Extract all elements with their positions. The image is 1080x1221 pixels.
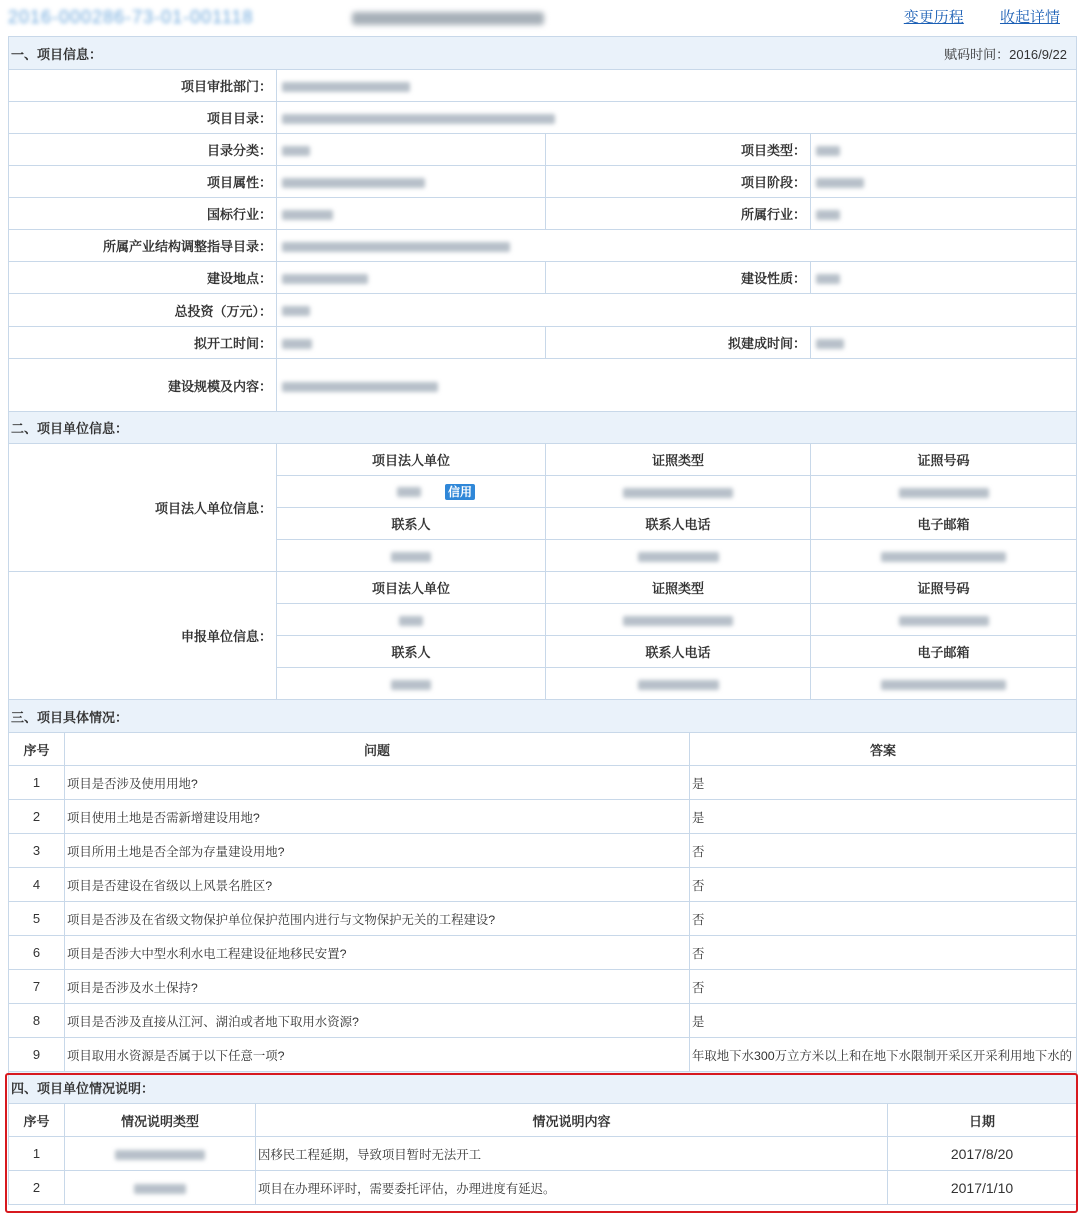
field-value	[811, 262, 1077, 294]
redacted-value	[282, 82, 410, 92]
field-label: 项目类型：	[546, 134, 811, 166]
answer: 否	[690, 936, 1077, 970]
question: 项目是否涉及水土保持?	[65, 970, 690, 1004]
redacted-value	[282, 242, 510, 252]
answer: 是	[690, 766, 1077, 800]
redacted-value	[899, 616, 989, 626]
row-number: 6	[9, 936, 65, 970]
redacted-value	[816, 210, 840, 220]
table-row	[9, 970, 1077, 1004]
field-value	[277, 327, 546, 359]
field-value	[277, 166, 546, 198]
answer: 年取地下水300万立方米以上和在地下水限制开采区开采利用地下水的	[690, 1038, 1077, 1072]
question: 项目是否建设在省级以上风景名胜区?	[65, 868, 690, 902]
question: 项目是否涉及直接从江河、湖泊或者地下取用水资源?	[65, 1004, 690, 1038]
field-value	[277, 294, 1077, 327]
field-value	[277, 359, 1077, 413]
column-header: 情况说明类型	[65, 1104, 256, 1137]
question: 项目是否涉及在省级文物保护单位保护范围内进行与文物保护无关的工程建设?	[65, 902, 690, 936]
section-header: 二、项目单位信息：	[9, 412, 1077, 444]
assign-time-value: 2016/9/22	[1009, 46, 1067, 62]
column-header: 情况说明内容	[256, 1104, 888, 1137]
unit-situation-table	[8, 1071, 1077, 1205]
column-header: 项目法人单位	[277, 572, 546, 604]
table-row	[9, 1038, 1077, 1072]
contact-email	[811, 668, 1077, 700]
table-row	[9, 1004, 1077, 1038]
redacted-value	[282, 210, 333, 220]
redacted-value	[623, 616, 733, 626]
field-label: 总投资（万元）：	[9, 294, 277, 327]
column-header: 项目法人单位	[277, 444, 546, 476]
column-header: 联系人	[277, 636, 546, 668]
section-header-row	[9, 412, 1077, 444]
column-header: 问题	[65, 733, 690, 766]
change-history-link[interactable]: 变更历程	[903, 9, 964, 26]
column-header: 答案	[690, 733, 1077, 766]
field-label: 项目属性：	[9, 166, 277, 198]
applicant-header-row	[9, 572, 1077, 604]
project-name-redacted	[352, 12, 544, 25]
contact-email	[811, 540, 1077, 572]
redacted-value	[881, 680, 1006, 690]
redacted-value	[282, 339, 312, 349]
situation-date: 2017/8/20	[888, 1137, 1077, 1171]
column-header: 电子邮箱	[811, 508, 1077, 540]
section-header-row	[9, 37, 1077, 70]
table-row	[9, 766, 1077, 800]
redacted-value	[816, 339, 844, 349]
field-label: 项目阶段：	[546, 166, 811, 198]
redacted-value	[391, 552, 431, 562]
legal-entity-label: 项目法人单位信息：	[9, 444, 277, 572]
column-header: 联系人	[277, 508, 546, 540]
redacted-value	[282, 274, 368, 284]
applicant-label: 申报单位信息：	[9, 572, 277, 700]
situation-type	[65, 1137, 256, 1171]
column-header: 序号	[9, 1104, 65, 1137]
license-type	[546, 604, 811, 636]
field-label: 建设规模及内容：	[9, 359, 277, 413]
question: 项目取用水资源是否属于以下任意一项?	[65, 1038, 690, 1072]
question: 项目所用土地是否全部为存量建设用地?	[65, 834, 690, 868]
redacted-value	[115, 1150, 205, 1160]
redacted-value	[623, 488, 733, 498]
header-links	[904, 8, 1060, 28]
field-row	[9, 262, 1077, 294]
applicant-name	[277, 604, 546, 636]
column-header: 证照类型	[546, 444, 811, 476]
table-row	[9, 834, 1077, 868]
field-value	[277, 198, 546, 230]
column-header: 证照号码	[811, 572, 1077, 604]
redacted-value	[282, 146, 310, 156]
redacted-value	[391, 680, 431, 690]
field-value	[277, 134, 546, 166]
field-value	[811, 166, 1077, 198]
field-label: 建设性质：	[546, 262, 811, 294]
table-header-row	[9, 733, 1077, 766]
answer: 是	[690, 800, 1077, 834]
field-label: 拟建成时间：	[546, 327, 811, 359]
section-header-inner	[11, 44, 1076, 63]
field-value	[811, 198, 1077, 230]
answer: 否	[690, 834, 1077, 868]
redacted-value	[397, 487, 421, 497]
legal-entity-header-row	[9, 444, 1077, 476]
column-header: 电子邮箱	[811, 636, 1077, 668]
page-header	[0, 0, 1080, 36]
field-row	[9, 294, 1077, 327]
field-row	[9, 359, 1077, 413]
contact-person	[277, 668, 546, 700]
license-number	[811, 604, 1077, 636]
answer: 否	[690, 970, 1077, 1004]
answer: 否	[690, 902, 1077, 936]
project-code: 2016-000286-73-01-001118	[8, 7, 254, 27]
field-label: 所属行业：	[546, 198, 811, 230]
field-row	[9, 327, 1077, 359]
section-header: 三、项目具体情况：	[9, 700, 1077, 733]
field-label: 项目审批部门：	[9, 70, 277, 102]
section-header-row	[9, 1072, 1077, 1104]
situation-content: 因移民工程延期，导致项目暂时无法开工	[256, 1137, 888, 1171]
column-header: 联系人电话	[546, 508, 811, 540]
field-row	[9, 134, 1077, 166]
field-label: 所属产业结构调整指导目录：	[9, 230, 277, 262]
row-number: 9	[9, 1038, 65, 1072]
redacted-value	[881, 552, 1006, 562]
specific-situation-table	[8, 699, 1077, 1072]
field-row	[9, 230, 1077, 262]
unit-info-table	[8, 411, 1077, 700]
assign-time	[944, 44, 1076, 63]
row-number: 8	[9, 1004, 65, 1038]
field-label: 项目目录：	[9, 102, 277, 134]
license-type	[546, 476, 811, 508]
field-label: 国标行业：	[9, 198, 277, 230]
table-row	[9, 936, 1077, 970]
field-row	[9, 166, 1077, 198]
table-row	[9, 1137, 1077, 1171]
field-value	[811, 134, 1077, 166]
table-row	[9, 902, 1077, 936]
field-row	[9, 70, 1077, 102]
contact-phone	[546, 540, 811, 572]
row-number: 5	[9, 902, 65, 936]
section-header: 四、项目单位情况说明：	[9, 1072, 1077, 1104]
field-value	[277, 230, 1077, 262]
assign-time-label: 赋码时间：	[944, 46, 1010, 62]
situation-date: 2017/1/10	[888, 1171, 1077, 1205]
row-number: 4	[9, 868, 65, 902]
redacted-value	[399, 616, 423, 626]
row-number: 3	[9, 834, 65, 868]
collapse-details-link[interactable]: 收起详情	[999, 9, 1060, 26]
legal-entity-name	[277, 476, 546, 508]
contact-phone	[546, 668, 811, 700]
table-header-row	[9, 1104, 1077, 1137]
column-header: 日期	[888, 1104, 1077, 1137]
redacted-value	[816, 178, 864, 188]
redacted-value	[282, 382, 438, 392]
redacted-value	[816, 146, 840, 156]
project-info-table	[8, 36, 1077, 413]
column-header: 证照类型	[546, 572, 811, 604]
contact-person	[277, 540, 546, 572]
row-number: 2	[9, 1171, 65, 1205]
field-value	[277, 262, 546, 294]
section-header	[9, 37, 1077, 70]
redacted-value	[638, 680, 719, 690]
situation-content: 项目在办理环评时，需要委托评估，办理进度有延迟。	[256, 1171, 888, 1205]
column-header: 证照号码	[811, 444, 1077, 476]
field-value	[811, 327, 1077, 359]
field-value	[277, 102, 1077, 134]
answer: 是	[690, 1004, 1077, 1038]
license-number	[811, 476, 1077, 508]
field-label: 建设地点：	[9, 262, 277, 294]
question: 项目使用土地是否需新增建设用地?	[65, 800, 690, 834]
field-row	[9, 102, 1077, 134]
redacted-value	[282, 306, 310, 316]
section-header-row	[9, 700, 1077, 733]
field-label: 拟开工时间：	[9, 327, 277, 359]
column-header: 序号	[9, 733, 65, 766]
redacted-value	[282, 114, 555, 124]
row-number: 2	[9, 800, 65, 834]
field-value	[277, 70, 1077, 102]
table-row	[9, 800, 1077, 834]
redacted-value	[816, 274, 840, 284]
credit-badge[interactable]: 信用	[445, 484, 475, 500]
redacted-value	[638, 552, 719, 562]
answer: 否	[690, 868, 1077, 902]
redacted-value	[899, 488, 989, 498]
column-header: 联系人电话	[546, 636, 811, 668]
redacted-value	[282, 178, 425, 188]
row-number: 7	[9, 970, 65, 1004]
section-title: 一、项目信息：	[11, 46, 103, 62]
table-row	[9, 868, 1077, 902]
situation-type	[65, 1171, 256, 1205]
field-row	[9, 198, 1077, 230]
table-row	[9, 1171, 1077, 1205]
field-label: 目录分类：	[9, 134, 277, 166]
row-number: 1	[9, 1137, 65, 1171]
question: 项目是否涉及使用用地?	[65, 766, 690, 800]
redacted-value	[134, 1184, 186, 1194]
question: 项目是否涉大中型水利水电工程建设征地移民安置?	[65, 936, 690, 970]
row-number: 1	[9, 766, 65, 800]
